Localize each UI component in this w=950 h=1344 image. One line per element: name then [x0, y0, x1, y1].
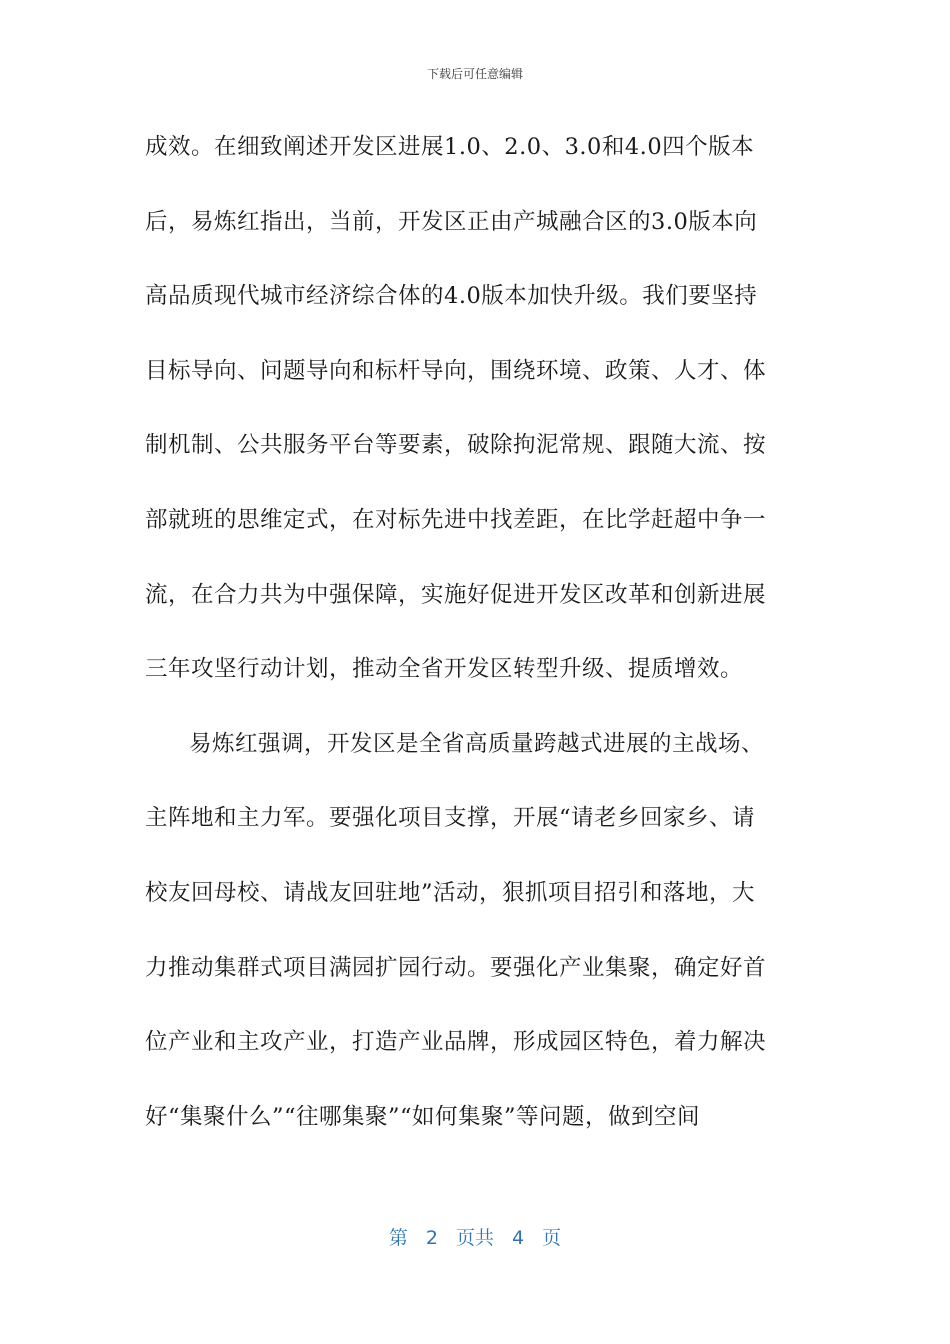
- paragraph-line: 主阵地和主力军。要强化项目支撑，开展“请老乡回家乡、请: [145, 805, 756, 832]
- page-footer: [0, 1226, 950, 1250]
- paragraph-line: 制机制、公共服务平台等要素，破除拘泥常规、跟随大流、按: [145, 432, 767, 459]
- paragraph-line: 部就班的思维定式，在对标先进中找差距，在比学赶超中争一: [145, 506, 767, 533]
- page-end-label: 页: [542, 1227, 562, 1249]
- total-pages-number: 4: [512, 1227, 525, 1249]
- paragraph-line: 高品质现代城市经济综合体的4.0版本加快升级。我们要坚持: [145, 283, 758, 310]
- page-label: 第: [388, 1227, 408, 1249]
- paragraph-line: 位产业和主攻产业，打造产业品牌，形成园区特色，着力解决: [145, 1029, 767, 1056]
- document-body: [145, 128, 807, 1172]
- paragraph-line: 目标导向、问题导向和标杆导向，围绕环境、政策、人才、体: [145, 357, 767, 384]
- paragraph-first-line: 易炼红强调，开发区是全省高质量跨越式进展的主战场、: [189, 730, 765, 757]
- page-of-label: 页共: [455, 1227, 494, 1249]
- paragraph-line: 力推动集群式项目满园扩园行动。要强化产业集聚，确定好首: [145, 954, 767, 981]
- paragraph-line: 三年攻坚行动计划，推动全省开发区转型升级、提质增效。: [145, 656, 744, 683]
- current-page-number: 2: [425, 1227, 438, 1249]
- page-header: 下载后可任意编辑: [426, 67, 523, 81]
- paragraph-line: 好“集聚什么”“往哪集聚”“如何集聚”等问题，做到空间: [145, 1103, 701, 1130]
- paragraph-line: 成效。在细致阐述开发区进展1.0、2.0、3.0和4.0四个版本: [145, 134, 755, 160]
- paragraph-line: 后，易炼红指出，当前，开发区正由产城融合区的3.0版本向: [145, 208, 758, 235]
- paragraph-line: 校友回母校、请战友回驻地”活动，狠抓项目招引和落地，大: [145, 879, 756, 906]
- paragraph-line: 流，在合力共为中强保障，实施好促进开发区改革和创新进展: [145, 581, 767, 608]
